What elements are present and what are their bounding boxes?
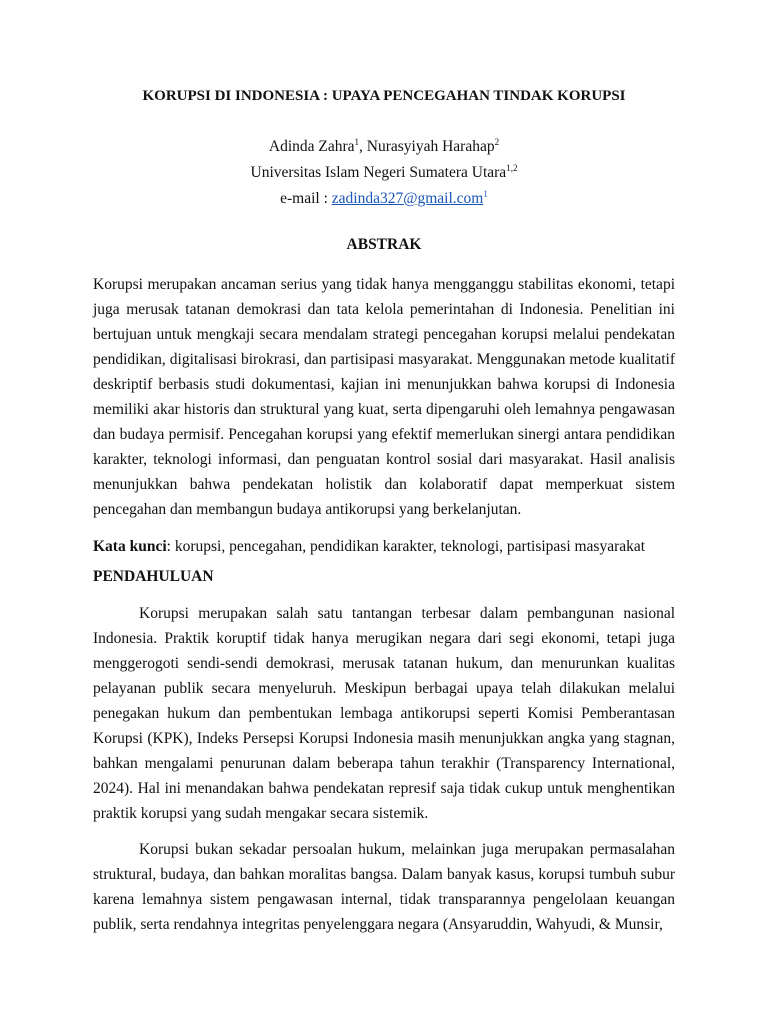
keywords-line bbox=[93, 534, 675, 559]
author-superscript: 2 bbox=[494, 137, 500, 147]
author-name: Nurasyiyah Harahap bbox=[366, 138, 495, 155]
author-separator: , bbox=[359, 138, 367, 155]
body-paragraph: Korupsi merupakan salah satu tantangan terbesar dalam pembangunan nasional Indonesia. Praktik koruptif tidak hanya merugikan negara dari segi ekonomi, tetapi juga menggerogoti sendi-sendi demokrasi, merusak tatanan hukum, dan menurunkan kualitas pelayanan publik secara menyeluruh. Meskipun berbagai upaya telah dilakukan melalui penegakan hukum dan pembentukan lembaga antikorupsi seperti Komisi Pemberantasan Korupsi (KPK), Indeks Persepsi Korupsi Indonesia masih menunjukkan angka yang stagnan, bahkan mengalami penurunan dalam beberapa tahun terakhir (Transparency International, 2024). Hal ini menandakan bahwa pendekatan represif saja tidak cukup untuk menghentikan praktik korupsi yang sudah mengakar secara sistemik. bbox=[93, 605, 675, 822]
author-line bbox=[0, 134, 768, 160]
abstract-heading: ABSTRAK bbox=[346, 236, 422, 253]
affiliation-line bbox=[0, 160, 768, 186]
author-block bbox=[0, 134, 768, 212]
abstract-paragraph: Korupsi merupakan ancaman serius yang tidak hanya mengganggu stabilitas ekonomi, tetapi juga merusak tatanan demokrasi dan tata kelola pemerintahan di Indonesia. Penelitian ini bertujuan untuk mengkaji secara mendalam strategi pencegahan korupsi melalui pendekatan pendidikan, digitalisasi birokrasi, dan partisipasi masyarakat. Menggunakan metode kualitatif deskriptif berbasis studi dokumentasi, kajian ini menunjukkan bahwa korupsi di Indonesia memiliki akar historis dan struktural yang kuat, serta dipengaruhi oleh lemahnya pengawasan dan budaya permisif. Pencegahan korupsi yang efektif memerlukan sinergi antara pendidikan karakter, teknologi informasi, dan penguatan kontrol sosial dari masyarakat. Hasil analisis menunjukkan bahwa pendekatan holistik dan kolaboratif dapat memperkuat sistem pencegahan dan membangun budaya antikorupsi yang berkelanjutan. bbox=[93, 276, 675, 518]
affiliation-name: Universitas Islam Negeri Sumatera Utara bbox=[250, 164, 507, 181]
email-superscript: 1 bbox=[483, 189, 488, 199]
email-link[interactable]: zadinda327@gmail.com bbox=[331, 190, 484, 207]
keywords-label: Kata kunci bbox=[93, 538, 167, 555]
keywords-text: : korupsi, pencegahan, pendidikan karakter, teknologi, partisipasi masyarakat bbox=[166, 538, 646, 555]
email-line bbox=[0, 186, 768, 212]
section-heading: PENDAHULUAN bbox=[93, 568, 214, 585]
paper-title: KORUPSI DI INDONESIA : UPAYA PENCEGAHAN TINDAK KORUPSI bbox=[142, 88, 626, 104]
email-label: e-mail : bbox=[280, 190, 332, 207]
author-superscript: 1 bbox=[354, 137, 360, 147]
author-name: Adinda Zahra bbox=[268, 138, 355, 155]
affiliation-superscript: 1,2 bbox=[506, 163, 518, 173]
body-paragraph: Korupsi bukan sekadar persoalan hukum, melainkan juga merupakan permasalahan struktural, budaya, dan bahkan moralitas bangsa. Dalam banyak kasus, korupsi tumbuh subur karena lemahnya sistem pengawasan internal, tidak transparannya pengelolaan keuangan publik, serta rendahnya integritas penyelenggara negara (Ansyaruddin, Wahyudi, & Munsir, bbox=[93, 841, 675, 933]
